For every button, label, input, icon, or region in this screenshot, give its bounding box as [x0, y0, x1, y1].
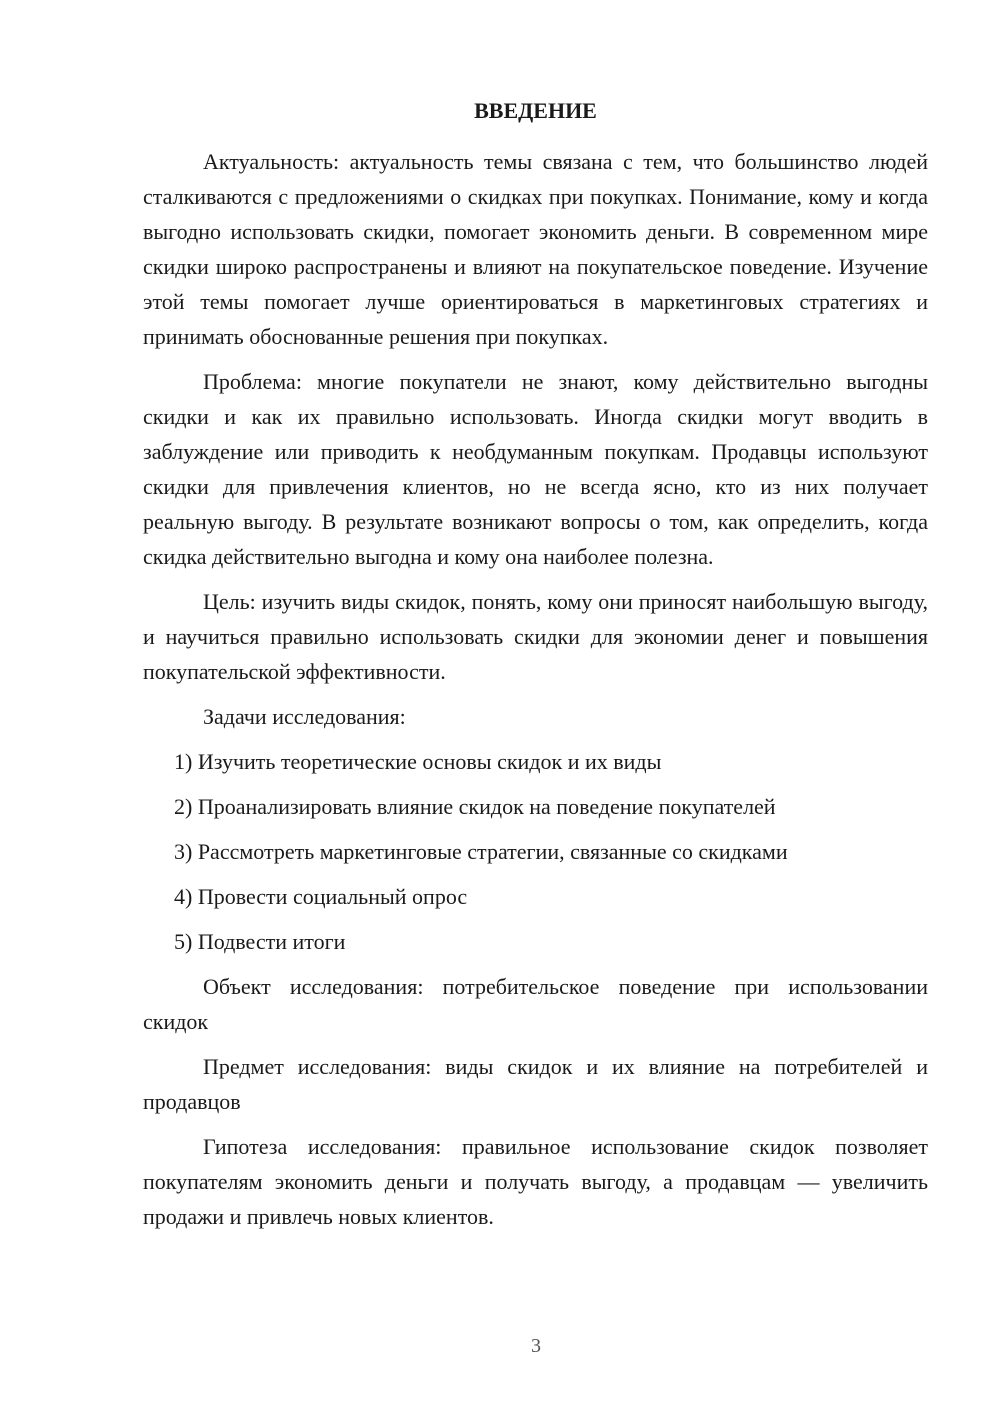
paragraph-subject: Предмет исследования: виды скидок и их влияние на потребителей и продавцов	[143, 1054, 928, 1114]
paragraph-goal: Цель: изучить виды скидок, понять, кому они приносят наибольшую выгоду, и научиться правильно использовать скидки для экономии денег и повышения покупательской эффективности.	[143, 589, 928, 684]
list-item: 4) Провести социальный опрос	[174, 884, 468, 909]
tasks-list	[143, 744, 928, 959]
page-number: 3	[531, 1335, 541, 1357]
paragraph-object: Объект исследования: потребительское поведение при использовании скидок	[143, 974, 928, 1034]
paragraph-hypothesis: Гипотеза исследования: правильное использование скидок позволяет покупателям экономить деньги и получать выгоду, а продавцам — увеличить продажи и привлечь новых клиентов.	[143, 1134, 928, 1229]
paragraph-relevance: Актуальность: актуальность темы связана с тем, что большинство людей сталкиваются с предложениями о скидках при покупках. Понимание, кому и когда выгодно использовать скидки, помогает экономить деньги. В современном мире скидки широко распространены и влияют на покупательское поведение. Изучение этой темы помогает лучше ориентироваться в маркетинговых стратегиях и принимать обоснованные решения при покупках.	[143, 149, 928, 349]
tasks-heading: Задачи исследования:	[203, 704, 406, 729]
list-item: 1) Изучить теоретические основы скидок и их виды	[174, 749, 662, 774]
list-item: 3) Рассмотреть маркетинговые стратегии, связанные со скидками	[174, 839, 788, 864]
paragraph-problem: Проблема: многие покупатели не знают, кому действительно выгодны скидки и как их правильно использовать. Иногда скидки могут вводить в заблуждение или приводить к необдуманным покупкам. Продавцы используют скидки для привлечения клиентов, но не всегда ясно, кто из них получает реальную выгоду. В результате возникают вопросы о том, как определить, когда скидка действительно выгодна и кому она наиболее полезна.	[143, 369, 928, 569]
section-title: ВВЕДЕНИЕ	[474, 98, 597, 123]
list-item: 2) Проанализировать влияние скидок на поведение покупателей	[174, 794, 776, 819]
list-item: 5) Подвести итоги	[174, 929, 346, 954]
document-page	[143, 96, 928, 1244]
